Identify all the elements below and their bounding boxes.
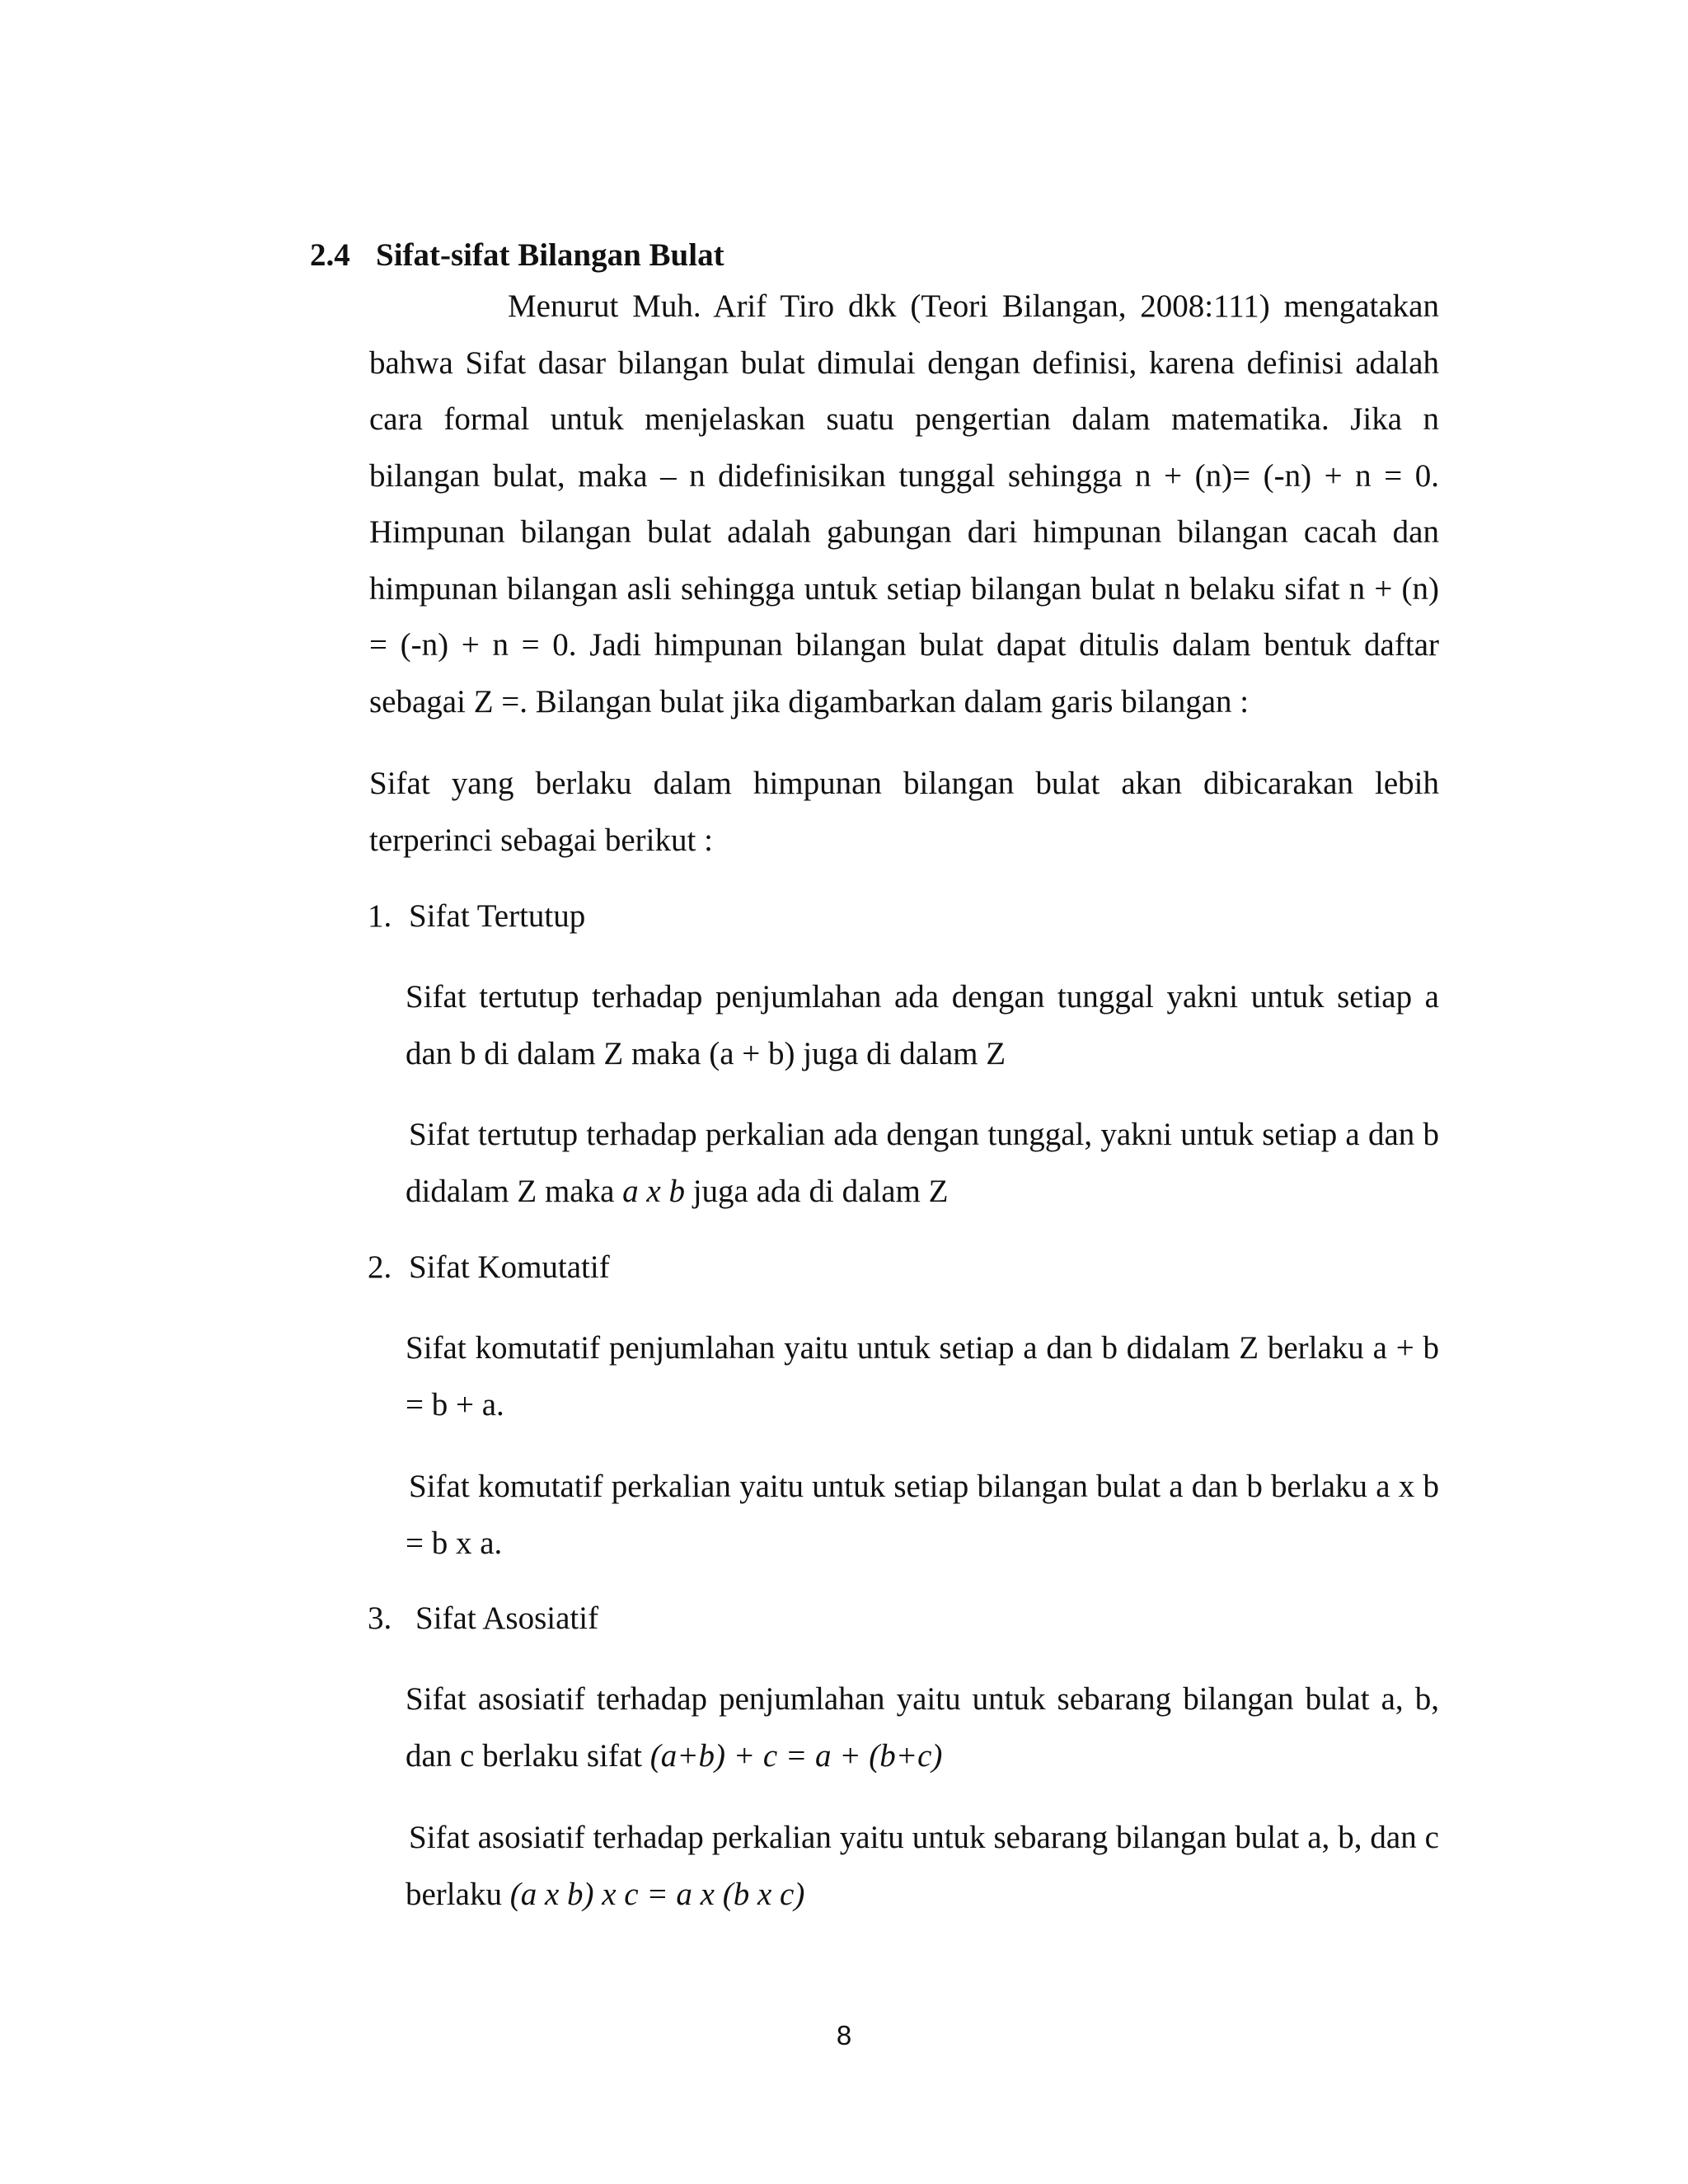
paragraph-text: Sifat tertutup terhadap perkalian ada dengan tunggal, yakni untuk setiap a dan b didalam Z maka (406, 1117, 1439, 1209)
second-paragraph: Sifat yang berlaku dalam himpunan bilangan bulat akan dibicarakan lebih terperinci sebagai berikut : (369, 766, 1439, 858)
paragraph-text: Sifat asosiatif terhadap perkalian yaitu untuk sebarang bilangan bulat a, b, dan c berlaku (406, 1820, 1439, 1912)
list-item-number: 1. (368, 898, 392, 934)
list-item-title: Sifat Asosiatif (415, 1601, 599, 1636)
formula: (a+b) + c = a + (b+c) (649, 1737, 943, 1774)
paragraph-text: juga ada di dalam Z (684, 1173, 949, 1209)
list-item-paragraph: Sifat tertutup terhadap penjumlahan ada dengan tunggal yakni untuk setiap a dan b di dalam Z maka (a + b) juga di dalam Z (406, 979, 1439, 1071)
list-item-paragraph: Sifat komutatif perkalian yaitu untuk setiap bilangan bulat a dan b berlaku a x b = b x a. (406, 1469, 1439, 1561)
intro-paragraph-text: Menurut Muh. Arif Tiro dkk (Teori Bilangan, 2008:111) mengatakan bahwa Sifat dasar bilangan bulat dimulai dengan definisi, karena definisi adalah cara formal untuk menjelaskan suatu pengertian dalam matematika. Jika n bilangan bulat, maka – n didefinisikan tunggal sehingga n + (n)= (-n) + n = 0. Himpunan bilangan bulat adalah gabungan dari himpunan bilangan cacah dan himpunan bilangan asli sehingga untuk setiap bilangan bulat n belaku sifat n + (n) = (-n) + n = 0. Jadi himpunan bilangan bulat dapat ditulis dalam bentuk daftar sebagai Z =. Bilangan bulat jika digambarkan dalam garis bilangan : (369, 288, 1439, 719)
section-number: 2.4 (310, 237, 350, 273)
formula: (a x b) x c = a x (b x c) (509, 1876, 805, 1912)
list-item-paragraph (406, 1671, 1439, 1784)
intro-paragraph (369, 279, 1439, 730)
section-title: Sifat-sifat Bilangan Bulat (376, 237, 724, 273)
list-item-paragraph: Sifat komutatif penjumlahan yaitu untuk setiap a dan b didalam Z berlaku a + b = b + a. (406, 1330, 1439, 1422)
section-heading (310, 234, 724, 277)
list-item-heading (368, 1246, 610, 1289)
formula: a x b (622, 1173, 685, 1209)
list-item-heading (368, 895, 585, 938)
list-item-number: 3. (368, 1601, 392, 1636)
list-item-title: Sifat Komutatif (409, 1249, 610, 1285)
paragraph-text: Sifat asosiatif terhadap penjumlahan yaitu untuk sebarang bilangan bulat a, b, dan c berlaku sifat (406, 1681, 1439, 1774)
list-item-number: 2. (368, 1249, 392, 1285)
list-item-paragraph (406, 1810, 1439, 1923)
list-item-title: Sifat Tertutup (409, 898, 586, 934)
page-number: 8 (836, 2020, 852, 2050)
list-item-paragraph (406, 1107, 1439, 1220)
list-item-heading (368, 1597, 598, 1640)
